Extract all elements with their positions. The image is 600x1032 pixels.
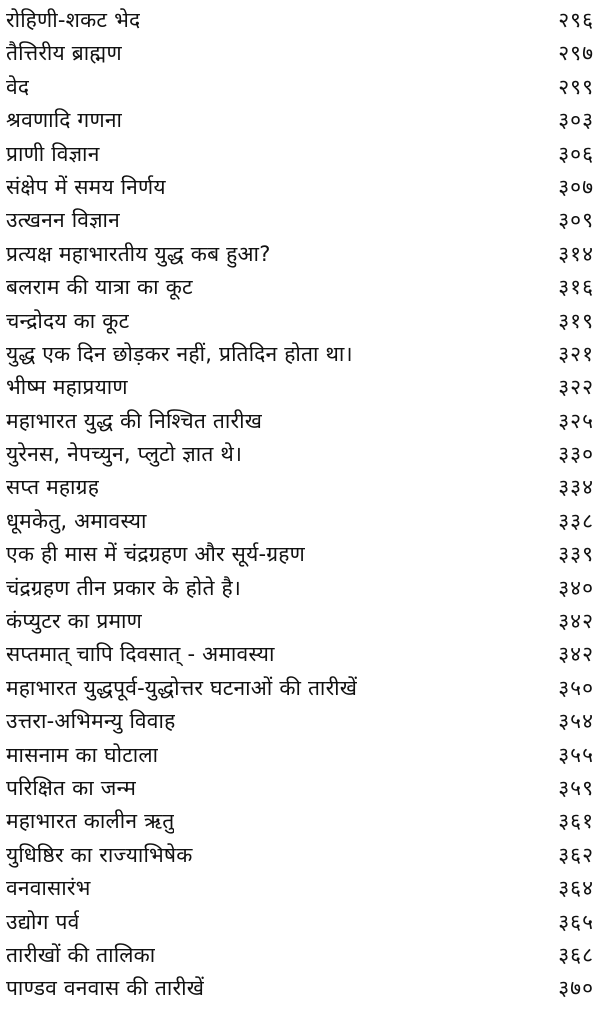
toc-entry	[0, 605, 600, 638]
toc-entry	[0, 805, 600, 838]
toc-entry-title: उत्खनन विज्ञान	[6, 208, 121, 233]
toc-entry-page: ३२५	[558, 408, 594, 433]
toc-entry	[0, 872, 600, 905]
toc-entry-page: ३३०	[558, 442, 594, 467]
toc-entry-page: ३३४	[558, 475, 594, 500]
toc-entry	[0, 171, 600, 204]
toc-entry-page: ३६१	[558, 809, 594, 834]
toc-entry	[0, 839, 600, 872]
toc-entry-page: ३४२	[558, 642, 594, 667]
toc-entry-page: ३५९	[558, 775, 594, 800]
toc-entry-page: ३१९	[558, 308, 594, 333]
toc-entry	[0, 71, 600, 104]
toc-entry-page: ३०३	[558, 108, 594, 133]
toc-entry-page: ३५५	[558, 742, 594, 767]
toc-entry-page: ३४२	[558, 609, 594, 634]
toc-entry-page: ३६५	[558, 909, 594, 934]
toc-entry-page: २९६	[558, 8, 594, 32]
toc-entry	[0, 138, 600, 171]
toc-entry	[0, 4, 600, 37]
toc-entry-title: कंप्युटर का प्रमाण	[6, 609, 143, 634]
toc-entry-title: प्रत्यक्ष महाभारतीय युद्ध कब हुआ?	[6, 241, 271, 266]
toc-entry	[0, 939, 600, 972]
toc-entry-title: प्राणी विज्ञान	[6, 141, 100, 166]
toc-entry	[0, 438, 600, 471]
toc-entry-title: तैत्तिरीय ब्राह्मण	[6, 41, 122, 66]
toc-entry-title: महाभारत कालीन ऋतु	[6, 809, 175, 834]
toc-entry-page: ३१४	[558, 241, 594, 266]
toc-entry	[0, 572, 600, 605]
toc-entry-page: ३५०	[558, 675, 594, 700]
toc-entry	[0, 37, 600, 70]
toc-entry	[0, 672, 600, 705]
toc-entry-title: सप्तमात् चापि दिवसात् - अमावस्या	[6, 642, 275, 667]
toc-entry	[0, 238, 600, 271]
toc-entry	[0, 104, 600, 137]
toc-entry-page: ३६४	[558, 876, 594, 901]
toc-entry	[0, 471, 600, 504]
toc-entry	[0, 338, 600, 371]
toc-entry-title: महाभारत युद्ध की निश्चित तारीख	[6, 408, 263, 433]
toc-entry-title: धूमकेतु, अमावस्या	[6, 508, 147, 533]
toc-entry-title: महाभारत युद्धपूर्व-युद्धोत्तर घटनाओं की तारीखें	[6, 675, 358, 700]
toc-entry-page: २९९	[558, 74, 594, 99]
toc-entry-page: ३३९	[558, 542, 594, 567]
toc-entry	[0, 705, 600, 738]
toc-entry-title: संक्षेप में समय निर्णय	[6, 174, 166, 199]
toc-entry	[0, 405, 600, 438]
toc-entry	[0, 271, 600, 304]
toc-entry-page: ३५४	[558, 709, 594, 734]
toc-entry-title: उद्योग पर्व	[6, 909, 80, 934]
toc-entry-title: एक ही मास में चंद्रग्रहण और सूर्य-ग्रहण	[6, 542, 306, 567]
toc-entry-title: युधिष्ठिर का राज्याभिषेक	[6, 842, 193, 867]
toc-entry-title: सप्त महाग्रह	[6, 475, 100, 500]
toc-entry	[0, 638, 600, 671]
toc-entry-title: श्रवणादि गणना	[6, 108, 123, 133]
toc-entry-page: ३२२	[558, 375, 594, 400]
toc-entry	[0, 371, 600, 404]
toc-entry	[0, 772, 600, 805]
toc-entry-title: परिक्षित का जन्म	[6, 775, 137, 800]
toc-entry-title: चंद्रग्रहण तीन प्रकार के होते है।	[6, 575, 242, 600]
toc-entry-page: ३६८	[558, 942, 594, 967]
toc-entry-page: ३०७	[558, 174, 594, 199]
toc-entry-title: रोहिणी-शकट भेद	[6, 8, 141, 32]
toc-entry	[0, 906, 600, 939]
toc-entry-page: ३६२	[558, 842, 594, 867]
toc-entry-title: बलराम की यात्रा का कूट	[6, 275, 193, 300]
toc-entry-title: पाण्डव वनवास की तारीखें	[6, 976, 205, 1001]
toc-entry	[0, 204, 600, 237]
toc-entry-title: भीष्म महाप्रयाण	[6, 375, 128, 400]
toc-entry-title: युरेनस, नेपच्युन, प्लुटो ज्ञात थे।	[6, 442, 243, 467]
toc-entry-page: ३०६	[558, 141, 594, 166]
toc-entry-page: ३२१	[558, 341, 594, 366]
toc-entry-title: उत्तरा-अभिमन्यु विवाह	[6, 709, 176, 734]
toc-entry-page: २९७	[558, 41, 594, 66]
toc-entry-page: ३७०	[558, 976, 594, 1001]
toc-entry	[0, 538, 600, 571]
toc-entry-page: ३३८	[558, 508, 594, 533]
toc-entry	[0, 505, 600, 538]
toc-entry-page: ३१६	[558, 275, 594, 300]
toc-entry-title: चन्द्रोदय का कूट	[6, 308, 130, 333]
toc-entry-page: ३०९	[558, 208, 594, 233]
toc-entry	[0, 739, 600, 772]
toc-entry-page: ३४०	[558, 575, 594, 600]
toc-entry	[0, 305, 600, 338]
toc-entry-title: युद्ध एक दिन छोड़कर नहीं, प्रतिदिन होता था।	[6, 341, 353, 366]
toc-entry-title: वनवासारंभ	[6, 876, 91, 901]
toc-entry-title: मासनाम का घोटाला	[6, 742, 159, 767]
toc-entry	[0, 972, 600, 1005]
toc-entry-title: वेद	[6, 74, 30, 99]
toc-entry-title: तारीखों की तालिका	[6, 942, 156, 967]
